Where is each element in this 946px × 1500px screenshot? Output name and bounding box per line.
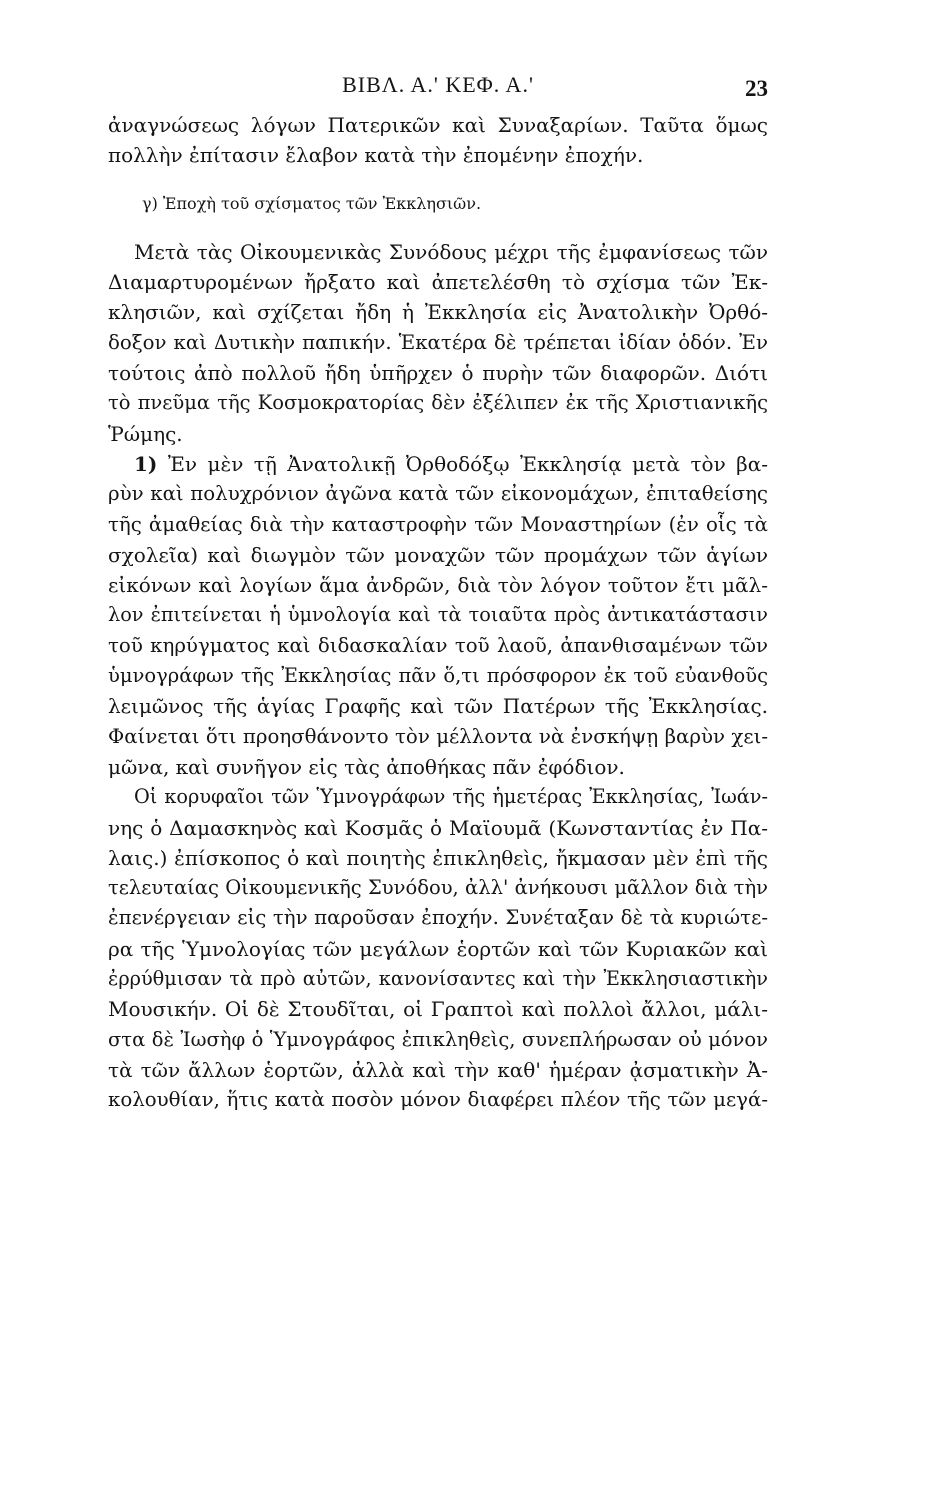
running-head — [108, 72, 768, 106]
text-line: Μουσικήν. Οἱ δὲ Στουδῖται, οἱ Γραπτοὶ καὶ πολλοὶ ἄλλοι, μάλι- — [108, 997, 768, 1022]
page-number: 23 — [745, 76, 768, 101]
text-line: ρα τῆς Ὑμνολογίας τῶν μεγάλων ἑορτῶν καὶ τῶν Κυριακῶν καὶ — [108, 936, 768, 961]
numbered-paragraph-first-line — [108, 449, 768, 479]
text-line: λαις.) ἐπίσκοπος ὁ καὶ ποιητὴς ἐπικληθεὶς, ἤκμασαν μὲν ἐπὶ τῆς — [108, 845, 768, 870]
text-line: μῶνα, καὶ συνῆγον εἰς τὰς ἀποθήκας πᾶν ἐφόδιον. — [108, 754, 625, 779]
text-line: λον ἐπιτείνεται ἡ ὑμνολογία καὶ τὰ τοιαῦτα πρὸς ἀντικατάστασιν — [108, 603, 768, 627]
text-line: τελευταίας Οἰκουμενικῆς Συνόδου, ἀλλ' ἀνήκουσι μᾶλλον διὰ τὴν — [108, 876, 768, 900]
text-line: τοῦ κηρύγματος καὶ διδασκαλίαν τοῦ λαοῦ, ἀπανθισαμένων τῶν — [108, 633, 768, 657]
section-heading: γ) Ἐποχὴ τοῦ σχίσματος τῶν Ἐκκλησιῶν. — [142, 193, 482, 213]
text-line: Φαίνεται ὅτι προησθάνοντο τὸν μέλλοντα νὰ ἐνσκήψῃ βαρὺν χει- — [108, 724, 768, 748]
body-text — [108, 110, 768, 1116]
text-line: Οἱ κορυφαῖοι τῶν Ὑμνογράφων τῆς ἡμετέρας Ἐκκλησίας, Ἰωάν- — [134, 785, 768, 809]
running-title: ΒΙΒΛ. Α.' ΚΕΦ. Α.' — [342, 72, 534, 97]
text-line: ὑμνογράφων τῆς Ἐκκλησίας πᾶν ὅ,τι πρόσφορον ἐκ τοῦ εὐανθοῦς — [108, 664, 768, 688]
text-line: ἀναγνώσεως λόγων Πατερικῶν καὶ Συναξαρίων. Ταῦτα ὅμως — [108, 113, 768, 137]
text-line: δοξον καὶ Δυτικὴν παπικήν. Ἑκατέρα δὲ τρέπεται ἰδίαν ὁδόν. Ἐν — [108, 330, 768, 354]
text-line: νης ὁ Δαμασκηνὸς καὶ Κοσμᾶς ὁ Μαϊουμᾶ (Κωνσταντίας ἐν Πα- — [108, 815, 768, 840]
text-line: Ἐν μὲν τῇ Ἀνατολικῇ Ὀρθοδόξῳ Ἐκκλησίᾳ μετὰ τὸν βα- — [167, 451, 769, 476]
text-line: κολουθίαν, ἥτις κατὰ ποσὸν μόνον διαφέρει πλέον τῆς τῶν μεγά- — [108, 1088, 768, 1112]
text-line: Ῥώμης. — [108, 421, 183, 446]
paragraph-number: 1) — [134, 451, 158, 476]
text-line: ἐρρύθμισαν τὰ πρὸ αὐτῶν, κανονίσαντες καὶ τὴν Ἐκκλησιαστικὴν — [108, 967, 768, 991]
text-line: ρὺν καὶ πολυχρόνιον ἀγῶνα κατὰ τῶν εἰκονομάχων, ἐπιταθείσης — [108, 482, 768, 506]
text-line: Διαμαρτυρομένων ἤρξατο καὶ ἀπετελέσθη τὸ σχίσμα τῶν Ἐκ- — [108, 270, 768, 295]
text-line: στα δὲ Ἰωσὴφ ὁ Ὑμνογράφος ἐπικληθεὶς, συνεπλήρωσαν οὐ μόνον — [108, 1027, 768, 1051]
text-line: τούτοις ἀπὸ πολλοῦ ἤδη ὑπῆρχεν ὁ πυρὴν τῶν διαφορῶν. Διότι — [108, 361, 768, 386]
text-line: τῆς ἀμαθείας διὰ τὴν καταστροφὴν τῶν Μοναστηρίων (ἐν οἷς τὰ — [108, 512, 768, 536]
text-line: κλησιῶν, καὶ σχίζεται ἤδη ἡ Ἐκκλησία εἰς Ἀνατολικὴν Ὀρθό- — [108, 300, 768, 325]
text-line: πολλὴν ἐπίτασιν ἔλαβον κατὰ τὴν ἐπομένην ἐποχήν. — [108, 143, 644, 168]
text-line: τὰ τῶν ἄλλων ἑορτῶν, ἀλλὰ καὶ τὴν καθ' ἡμέραν ᾀσματικὴν Ἀ- — [108, 1057, 768, 1082]
text-line: ἐπενέργειαν εἰς τὴν παροῦσαν ἐποχήν. Συνέταξαν δὲ τὰ κυριώτε- — [108, 906, 768, 930]
text-line: εἰκόνων καὶ λογίων ἅμα ἀνδρῶν, διὰ τὸν λόγον τοῦτον ἔτι μᾶλ- — [108, 573, 768, 598]
text-line: τὸ πνεῦμα τῆς Κοσμοκρατορίας δὲν ἐξέλιπεν ἐκ τῆς Χριστιανικῆς — [108, 391, 768, 415]
text-line: Μετὰ τὰς Οἰκουμενικὰς Συνόδους μέχρι τῆς ἐμφανίσεως τῶν — [134, 239, 768, 264]
text-line: σχολεῖα) καὶ διωγμὸν τῶν μοναχῶν τῶν προμάχων τῶν ἁγίων — [108, 542, 768, 567]
text-line: λειμῶνος τῆς ἁγίας Γραφῆς καὶ τῶν Πατέρων τῆς Ἐκκλησίας. — [108, 694, 768, 719]
